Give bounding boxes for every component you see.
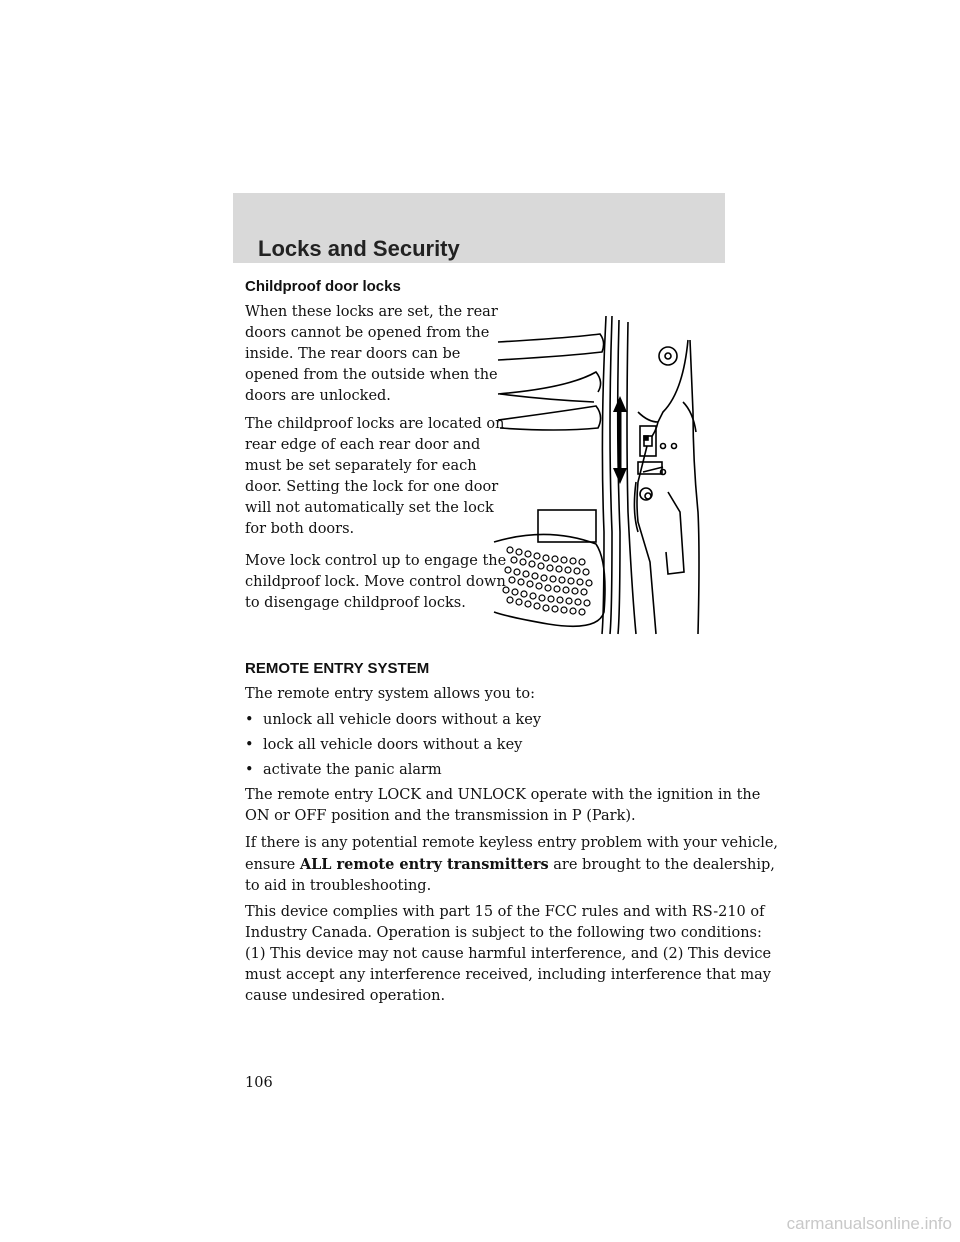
page-number: 106 — [245, 1075, 273, 1091]
bullet-icon: • — [245, 762, 254, 778]
emphasis-text: ALL remote entry transmitters — [299, 856, 549, 873]
remote-entry-intro: The remote entry system allows you to: — [245, 686, 535, 702]
list-item: • lock all vehicle doors without a key — [245, 735, 522, 756]
remote-entry-paragraph-1: The remote entry LOCK and UNLOCK operate with the ignition in the ON or OFF position and the transmission in P (Park). — [245, 787, 761, 824]
remote-entry-heading: REMOTE ENTRY SYSTEM — [245, 660, 430, 677]
bullet-icon: • — [245, 712, 254, 728]
childproof-paragraph-3: Move lock control up to engage the childproof lock. Move control down to disengage childproof locks. — [245, 553, 507, 611]
list-item: • unlock all vehicle doors without a key — [245, 710, 541, 731]
childproof-paragraph-1: When these locks are set, the rear doors cannot be opened from the inside. The rear doors can be opened from the outside when the doors are unlocked. — [245, 304, 498, 404]
childproof-heading: Childproof door locks — [245, 278, 401, 295]
childproof-lock-illustration — [488, 312, 720, 640]
remote-entry-paragraph-3: This device complies with part 15 of the FCC rules and with RS-210 of Industry Canada. Operation is subject to the following two conditions: (1) This device may not cause harmful interference, and (2) This device must accept any interference received, including interference that may cause undesired operation. — [245, 904, 772, 1004]
footer-watermark: carmanualsonline.info — [786, 1214, 952, 1233]
childproof-paragraph-2: The childproof locks are located on rear edge of each rear door and must be set separately for each door. Setting the lock for one door will not automatically set the lock for both doors. — [245, 416, 505, 537]
remote-entry-paragraph-2: If there is any potential remote keyless entry problem with your vehicle, ensure ALL remote entry transmitters are brought to the dealership, to aid in troubleshooting. — [245, 835, 779, 894]
section-title: Locks and Security — [258, 236, 460, 261]
bullet-icon: • — [245, 737, 254, 753]
list-item: • activate the panic alarm — [245, 760, 442, 781]
